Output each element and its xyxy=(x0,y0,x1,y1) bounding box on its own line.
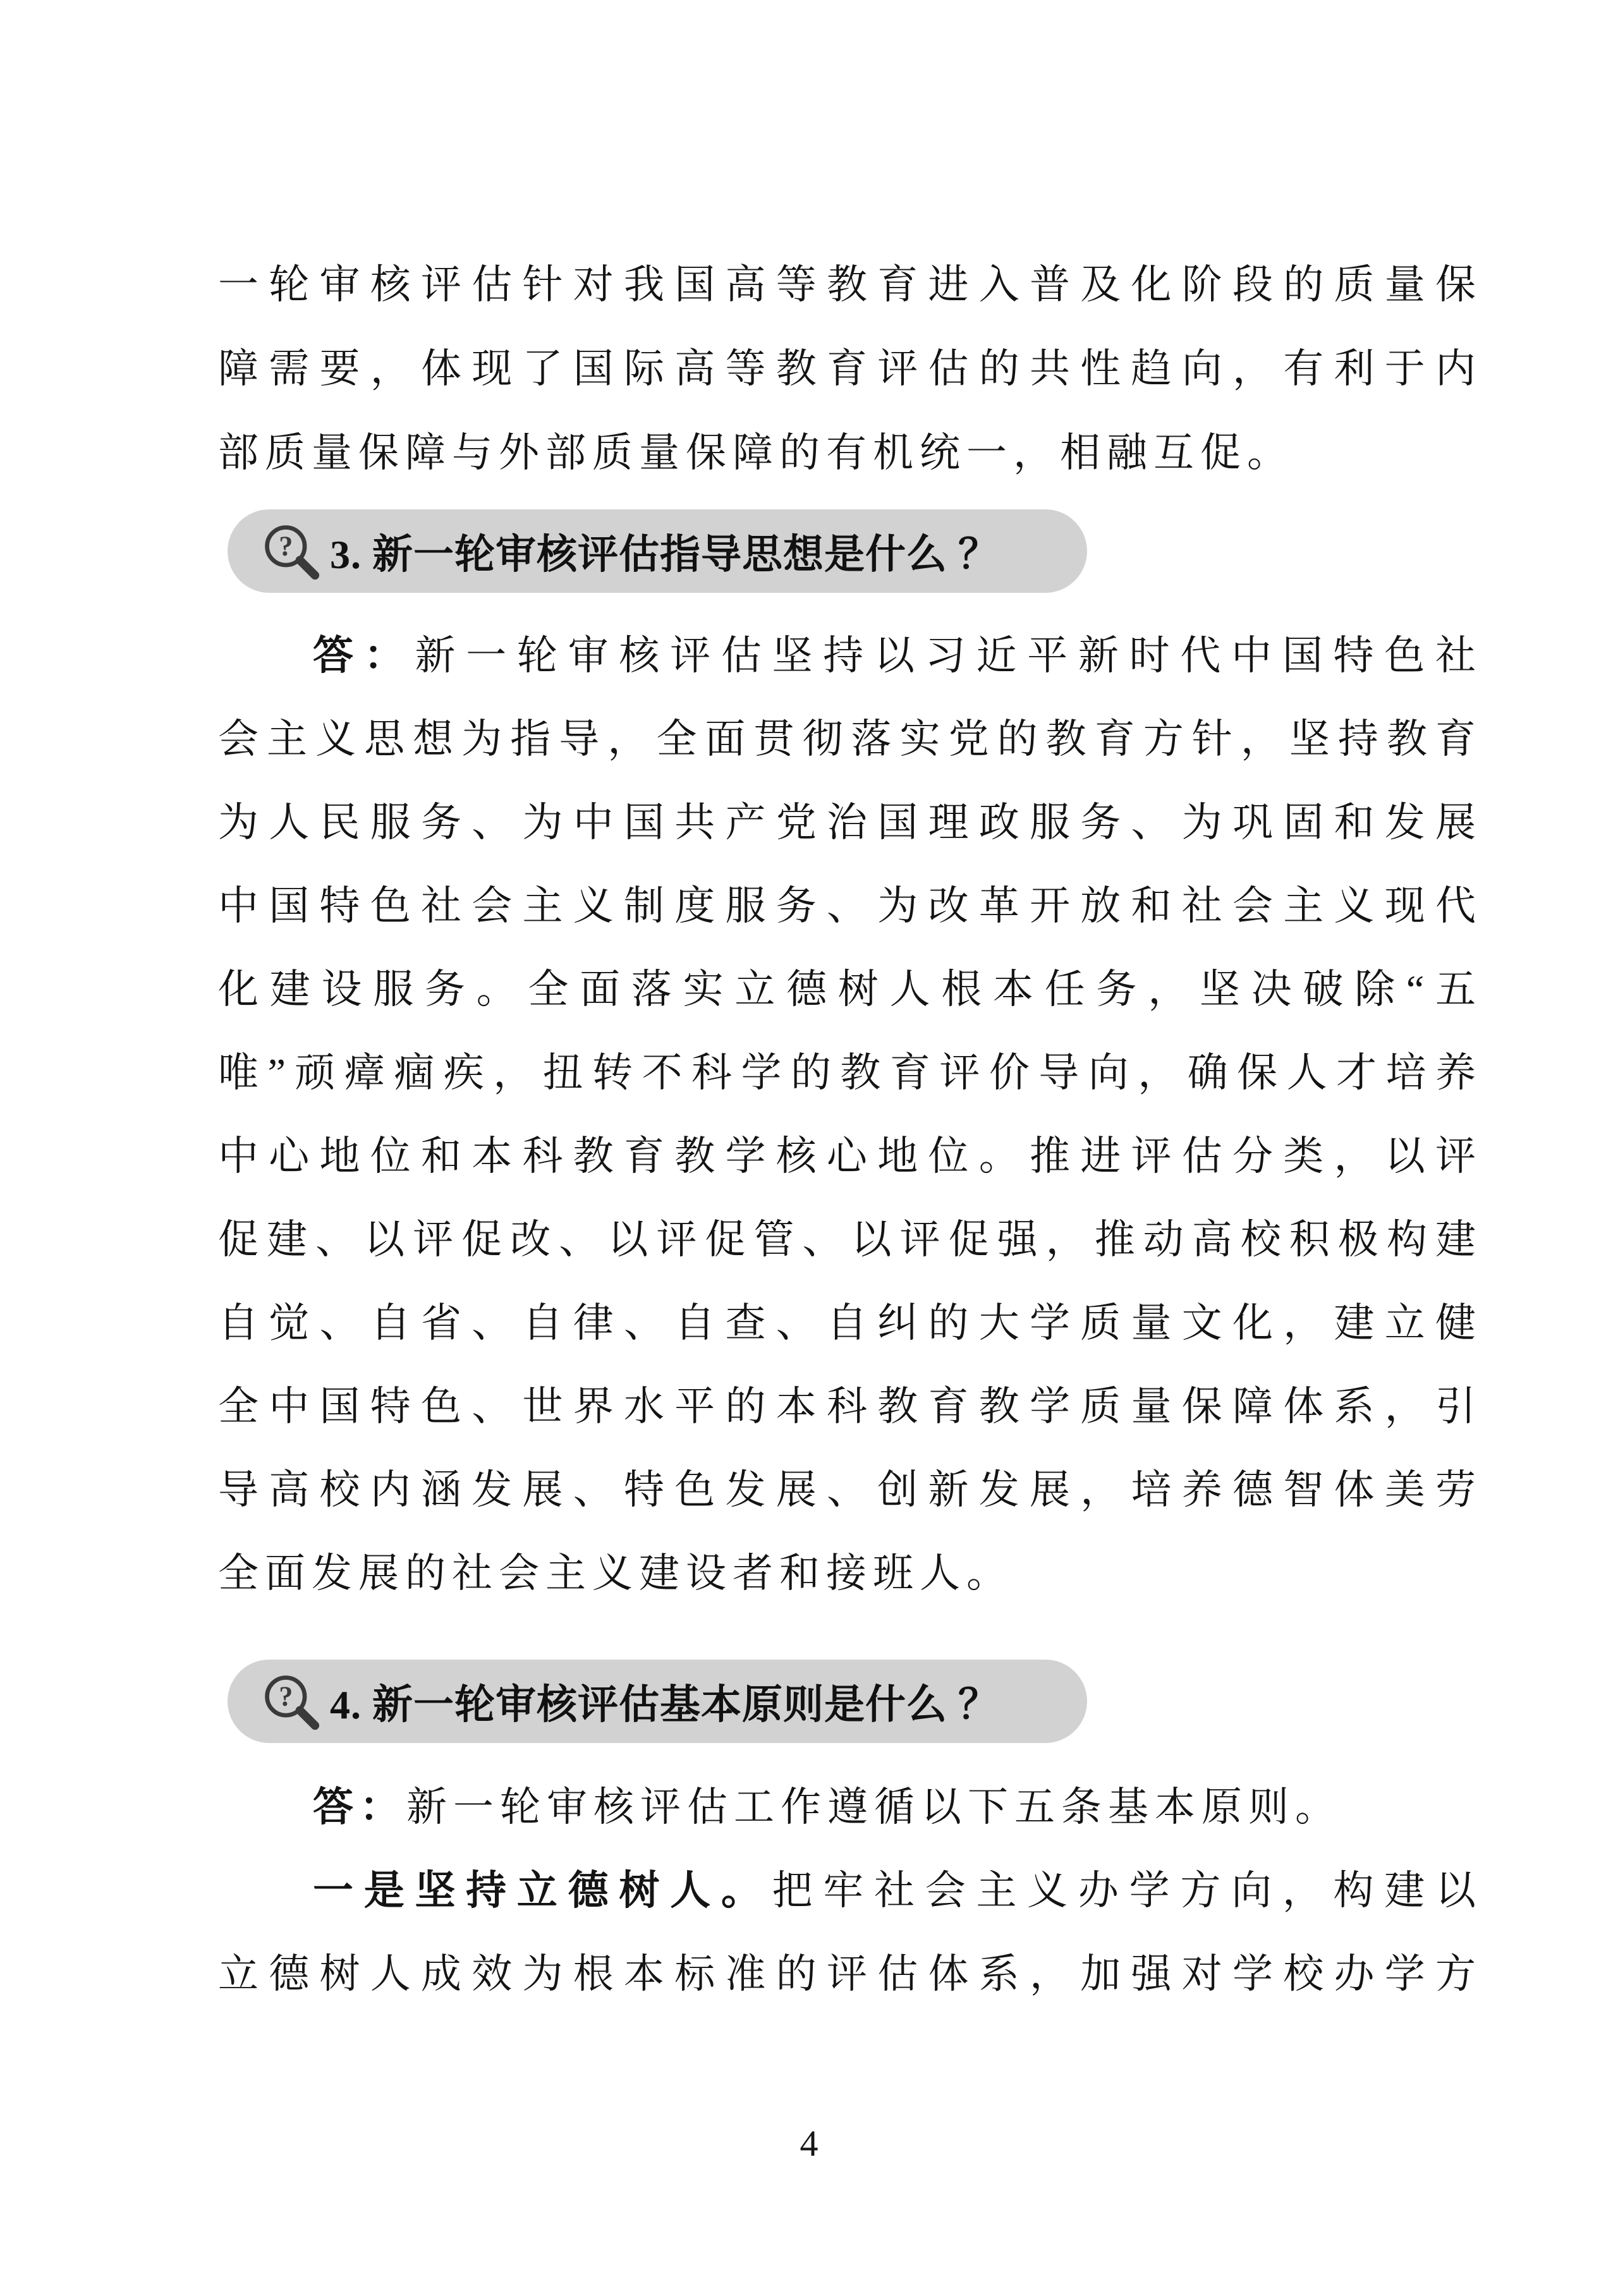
answer-4-line xyxy=(218,1766,1482,1849)
magnifier-question-icon xyxy=(260,521,321,581)
answer-3-line xyxy=(218,614,1482,698)
answer-3-line: 中心地位和本科教育教学核心地位。推进评估分类，以评 xyxy=(218,1134,1482,1179)
answer-4-first-line: 新一轮审核评估工作遵循以下五条基本原则。 xyxy=(406,1785,1342,1830)
question-4-title: 4. 新一轮审核评估基本原则是什么 ？ xyxy=(330,1682,999,1727)
intro-line: 部质量保障与外部质量保障的有机统一，相融互促。 xyxy=(218,430,1294,475)
answer-3-paragraph xyxy=(218,614,1482,1615)
answer-4-line xyxy=(218,1849,1482,1933)
question-3-header xyxy=(228,509,1087,593)
answer-3-line: 唯”顽瘴痼疾，扭转不科学的教育评价导向，确保人才培养 xyxy=(218,1050,1482,1095)
answer-3-line: 促建、以评促改、以评促管、以评促强，推动高校积极构建 xyxy=(218,1217,1482,1262)
intro-line: 一轮审核评估针对我国高等教育进入普及化阶段的质量保 xyxy=(218,262,1482,307)
answer-label: 答： xyxy=(313,633,415,678)
answer-3-line: 化建设服务。全面落实立德树人根本任务，坚决破除“五 xyxy=(218,967,1482,1012)
answer-label: 答： xyxy=(313,1785,406,1830)
svg-text:?: ? xyxy=(279,530,293,562)
intro-paragraph xyxy=(218,243,1482,495)
question-4-header xyxy=(228,1660,1087,1743)
answer-3-first-line: 新一轮审核评估坚持以习近平新时代中国特色社 xyxy=(415,633,1483,678)
page-number: 4 xyxy=(800,2123,818,2164)
magnifier-question-icon xyxy=(260,1671,321,1732)
svg-text:?: ? xyxy=(279,1680,293,1712)
answer-3-line: 自觉、自省、自律、自查、自纠的大学质量文化，建立健 xyxy=(218,1301,1482,1345)
question-3-title: 3. 新一轮审核评估指导思想是什么 ？ xyxy=(330,532,999,577)
answer-3-line: 中国特色社会主义制度服务、为改革开放和社会主义现代 xyxy=(218,884,1482,928)
answer-3-line: 全面发展的社会主义建设者和接班人。 xyxy=(218,1551,1013,1596)
principle-1-text: 把牢社会主义办学方向，构建以 xyxy=(772,1868,1482,1913)
answer-3-line: 会主义思想为指导，全面贯彻落实党的教育方针，坚持教育 xyxy=(218,717,1482,762)
answer-4-paragraph xyxy=(218,1766,1482,2016)
answer-3-line: 为人民服务、为中国共产党治国理政服务、为巩固和发展 xyxy=(218,800,1482,845)
principle-1-label: 一是坚持立德树人。 xyxy=(313,1868,772,1913)
intro-line: 障需要，体现了国际高等教育评估的共性趋向，有利于内 xyxy=(218,346,1482,391)
answer-4-line: 立德树人成效为根本标准的评估体系，加强对学校办学方 xyxy=(218,1952,1482,1996)
answer-3-line: 导高校内涵发展、特色发展、创新发展，培养德智体美劳 xyxy=(218,1467,1482,1512)
answer-3-line: 全中国特色、世界水平的本科教育教学质量保障体系，引 xyxy=(218,1384,1482,1429)
